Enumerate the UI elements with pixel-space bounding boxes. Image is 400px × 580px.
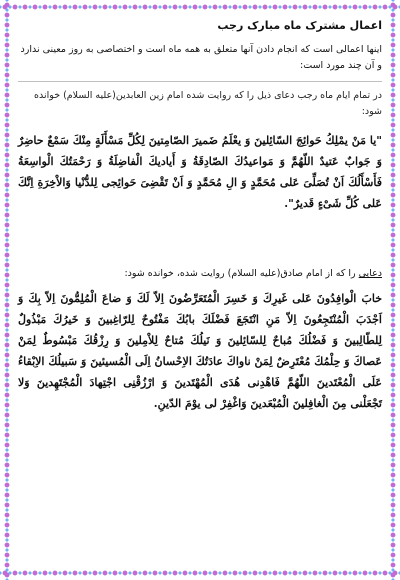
section2-intro-text: را که از امام صادق(علیه السلام) روایت شده، خوانده شود: [124, 268, 359, 279]
section1-dua: "یا مَنْ یمْلِكُ حَوائِجَ السّائِلینَ وَ یعْلَمُ ضَمیرَ الصّامِتینَ لِكُلِّ مَسْأَلَةٍ مِنْكَ سَمْعٌ حاضِرٌ وَ جَوابٌ عَتیدٌ اللّهُمَّ وَ مَواعیدُكَ الصّادِقَةُ وَ أَیادیكَ الْفاضِلَةُ وَ رَحْمَتُكَ الْواسِعَةُ فَأَسْأَلُكَ اَنْ تُصَلِّیَ عَلی مُحَمَّدٍ وَ الِ مُحَمَّدٍ وَ اَنْ تَقْضِیَ حَوائِجی لِلدُّنْیا وَالاْخِرَةِ اِنَّكَ عَلی كُلِّ شَیْءٍ قَدیرٌ". [18, 134, 382, 210]
section2-intro [18, 266, 382, 282]
decorative-border-left [0, 0, 14, 580]
decorative-border-bottom [0, 566, 400, 580]
divider [18, 81, 382, 82]
section2-dua-link[interactable]: دعایی [358, 268, 382, 279]
document-page [18, 18, 382, 562]
spacer [18, 214, 382, 254]
document-description: اینها اعمالی است که انجام دادن آنها متعلق به همه ماه است و اختصاصی به روز معینی ندارد و آن چند مورد است: [20, 44, 382, 71]
decorative-border-top [0, 0, 400, 14]
section1-intro: در تمام ایام ماه رجب دعای ذیل را که روایت شده امام زین العابدین(علیه السلام) خوانده شود: [34, 90, 382, 117]
decorative-border-right [386, 0, 400, 580]
document-title: اعمال مشترک ماه مبارک رجب [217, 19, 382, 32]
section2-dua: خابَ الْوافِدُونَ عَلی غَیرِكَ وَ خَسِرَ الْمُتَعَرِّضُونَ اِلاّ لَكَ وَ ضاعَ الْمُلِمُّونَ اِلاّ بِكَ وَ اَجْدَبَ الْمُنْتَجِعُونَ اِلاّ مَنِ انْتَجَعَ فَضْلَكَ بابُكَ مَفْتُوحٌ لِلرّاغِبینَ وَ خَیرُكَ مَبْذُولٌ لِلطّالِبینَ وَ فَضْلُكَ مُباحٌ لِلسّائِلینَ وَ نَیلُكَ مُتاحٌ لِلاْمِلینَ وَ رِزْقُكَ مَبْسُوطٌ لِمَنْ عَصاكَ وَ حِلْمُكَ مُعْتَرِضٌ لِمَنْ ناواكَ عادَتُكَ الاِحْسانُ اِلَی الْمُسیئینَ وَ سَبیلُكَ الاِبْقاءُ عَلَی الْمُعْتَدینَ اللّهُمَّ فَاهْدِنی هُدَی الْمُهْتَدینَ وَ ارْزُقْنِی اجْتِهادَ الْمُجْتَهِدینَ وَلا تَجْعَلْنی مِنَ الْغافِلینَ الْمُبْعَدینَ وَاغْفِرْ لی یوْمَ الدّینِ. [18, 292, 382, 410]
